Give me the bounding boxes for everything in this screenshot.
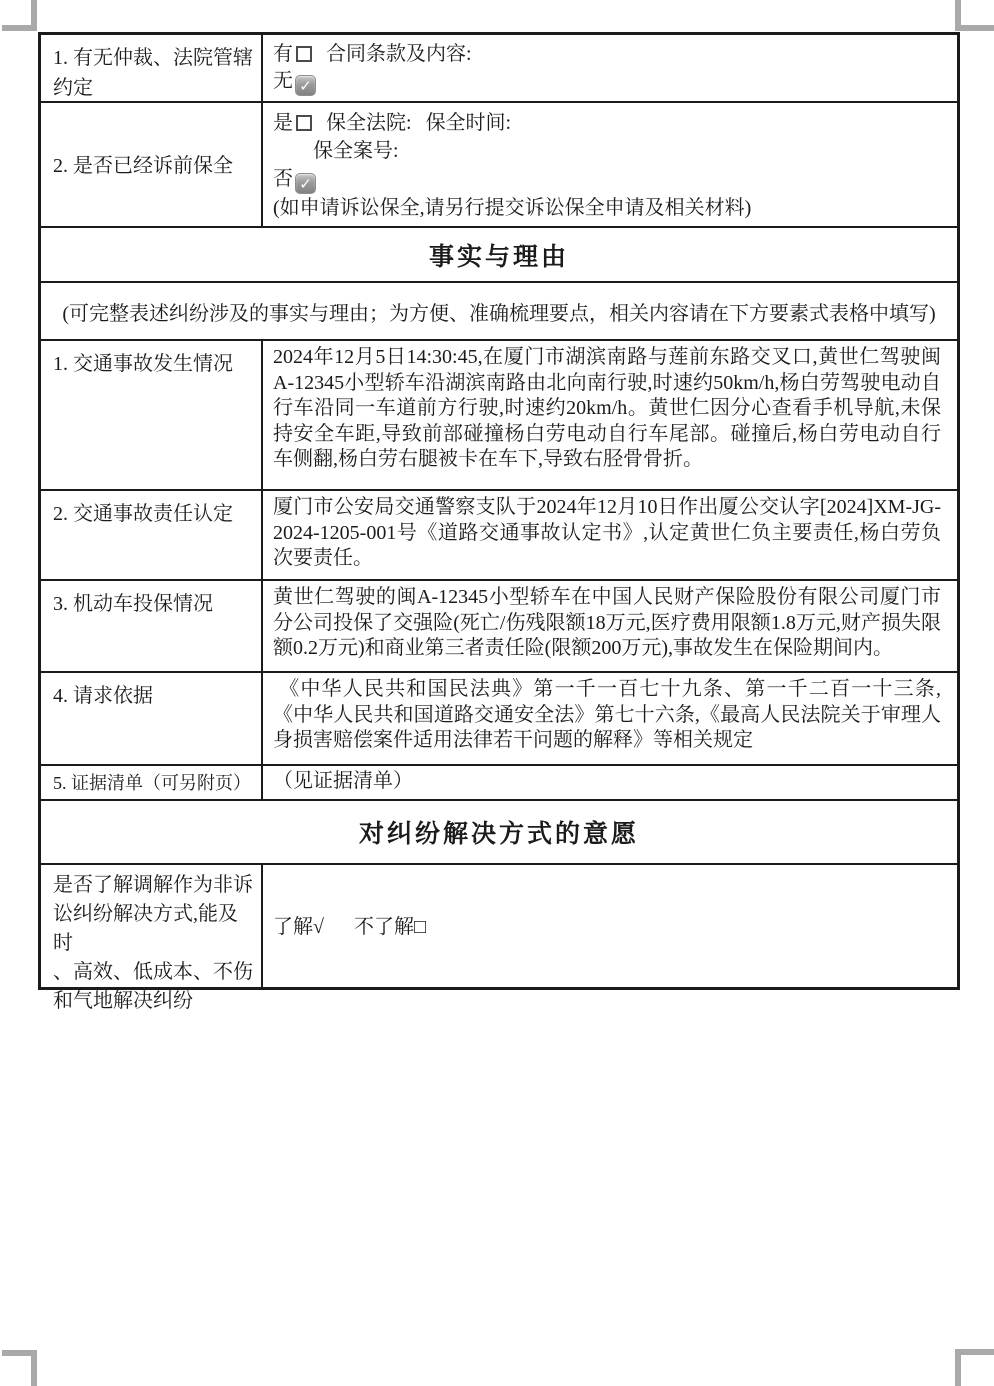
fact-label-legal-basis: 4. 请求依据 bbox=[41, 673, 263, 764]
willingness-question-line: 讼纠纷解决方式,能及时 bbox=[53, 903, 238, 954]
crop-mark-top-right-horizontal bbox=[960, 25, 994, 31]
fact-content-responsibility: 厦门市公安局交通警察支队于2024年12月10日作出厦公交认字[2024]XM-JG-2024-1205-001号《道路交通事故认定书》,认定黄世仁负主要责任,杨白劳负次要责任。 bbox=[273, 496, 941, 569]
arbitration-no-checkbox-checked[interactable]: ✓ bbox=[295, 75, 316, 96]
fact-row-accident bbox=[41, 341, 957, 491]
willingness-section-title: 对纠纷解决方式的意愿 bbox=[358, 821, 639, 848]
facts-section-title: 事实与理由 bbox=[428, 243, 569, 271]
willingness-question-line: 是否了解调解作为非诉 bbox=[53, 874, 253, 896]
preservation-case-label: 保全案号: bbox=[313, 140, 399, 162]
fact-content-accident: 2024年12月5日14:30:45,在厦门市湖滨南路与莲前东路交叉口,黄世仁驾驶闽A-12345小型轿车沿湖滨南路由北向南行驶,时速约50km/h,杨白劳驾驶电动自行车沿同一车道前方行驶,时速约20km/h。黄世仁因分心查看手机导航,未保持安全车距,导致前部碰撞杨白劳电动自行车尾部。碰撞后,杨白劳电动自行车侧翻,杨白劳右腿被卡在车下,导致右胫骨骨折。 bbox=[273, 346, 941, 470]
fact-content-evidence-list: （见证据清单） bbox=[273, 770, 413, 792]
arbitration-content bbox=[263, 35, 957, 101]
arbitration-no-label: 无 bbox=[273, 70, 293, 92]
preservation-yes-checkbox[interactable] bbox=[296, 115, 312, 131]
preservation-row bbox=[41, 103, 957, 228]
arbitration-yes-label: 有 bbox=[273, 43, 293, 65]
fact-row-insurance bbox=[41, 581, 957, 673]
facts-header-row bbox=[41, 228, 957, 283]
willingness-answer bbox=[263, 865, 957, 987]
fact-label-evidence-list: 5. 证据清单（可另附页） bbox=[41, 766, 263, 799]
preservation-label: 2. 是否已经诉前保全 bbox=[41, 103, 263, 226]
fact-label-responsibility: 2. 交通事故责任认定 bbox=[41, 491, 263, 579]
willingness-unknown-option[interactable]: 不了解□ bbox=[353, 915, 427, 938]
fact-label-insurance: 3. 机动车投保情况 bbox=[41, 581, 263, 671]
fact-label-accident: 1. 交通事故发生情况 bbox=[41, 341, 263, 489]
crop-mark-bottom-right-horizontal bbox=[960, 1349, 994, 1355]
crop-mark-bottom-left-horizontal bbox=[2, 1350, 32, 1356]
facts-hint: (可完整表述纠纷涉及的事实与理由；为方便、准确梳理要点，相关内容请在下方要素式表格中填写) bbox=[62, 302, 936, 325]
fact-row-evidence-list bbox=[41, 766, 957, 801]
fact-content-insurance: 黄世仁驾驶的闽A-12345小型轿车在中国人民财产保险股份有限公司厦门市分公司投保了交强险(死亡/伤残限额18万元,医疗费用限额1.8万元,财产损失限额0.2万元)和商业第三者责任险(限额200万元),事故发生在保险期间内。 bbox=[273, 586, 941, 659]
fact-row-legal-basis bbox=[41, 673, 957, 766]
arbitration-yes-checkbox[interactable] bbox=[296, 46, 312, 62]
willingness-question-line: 和气地解决纠纷 bbox=[53, 990, 193, 1012]
preservation-note: (如申请诉讼保全,请另行提交诉讼保全申请及相关材料) bbox=[273, 197, 752, 219]
willingness-row bbox=[41, 865, 957, 1012]
willingness-question bbox=[41, 865, 263, 1012]
preservation-content bbox=[263, 103, 957, 226]
contract-clause-label: 合同条款及内容: bbox=[326, 43, 472, 65]
arbitration-row bbox=[41, 35, 957, 103]
preservation-time-label: 保全时间: bbox=[425, 112, 512, 134]
crop-mark-top-left-horizontal bbox=[2, 25, 32, 31]
willingness-known-option[interactable]: 了解√ bbox=[273, 915, 324, 938]
fact-content-legal-basis: 《中华人民共和国民法典》第一千一百七十九条、第一千二百一十三条,《中华人民共和国道路交通安全法》第七十六条,《最高人民法院关于审理人身损害赔偿案件适用法律若干问题的解释》等相关规定 bbox=[273, 678, 941, 751]
preservation-no-label: 否 bbox=[273, 168, 293, 190]
preservation-no-checkbox-checked[interactable]: ✓ bbox=[295, 173, 316, 194]
preservation-yes-label: 是 bbox=[273, 112, 293, 134]
mediation-application-table bbox=[38, 32, 960, 1012]
fact-row-responsibility bbox=[41, 491, 957, 581]
facts-hint-row bbox=[41, 283, 957, 341]
preservation-court-label: 保全法院: bbox=[326, 112, 412, 134]
willingness-header-row bbox=[41, 801, 957, 865]
willingness-question-line: 、高效、低成本、不伤 bbox=[53, 961, 253, 983]
arbitration-label: 1. 有无仲裁、法院管辖约定 bbox=[41, 35, 263, 101]
